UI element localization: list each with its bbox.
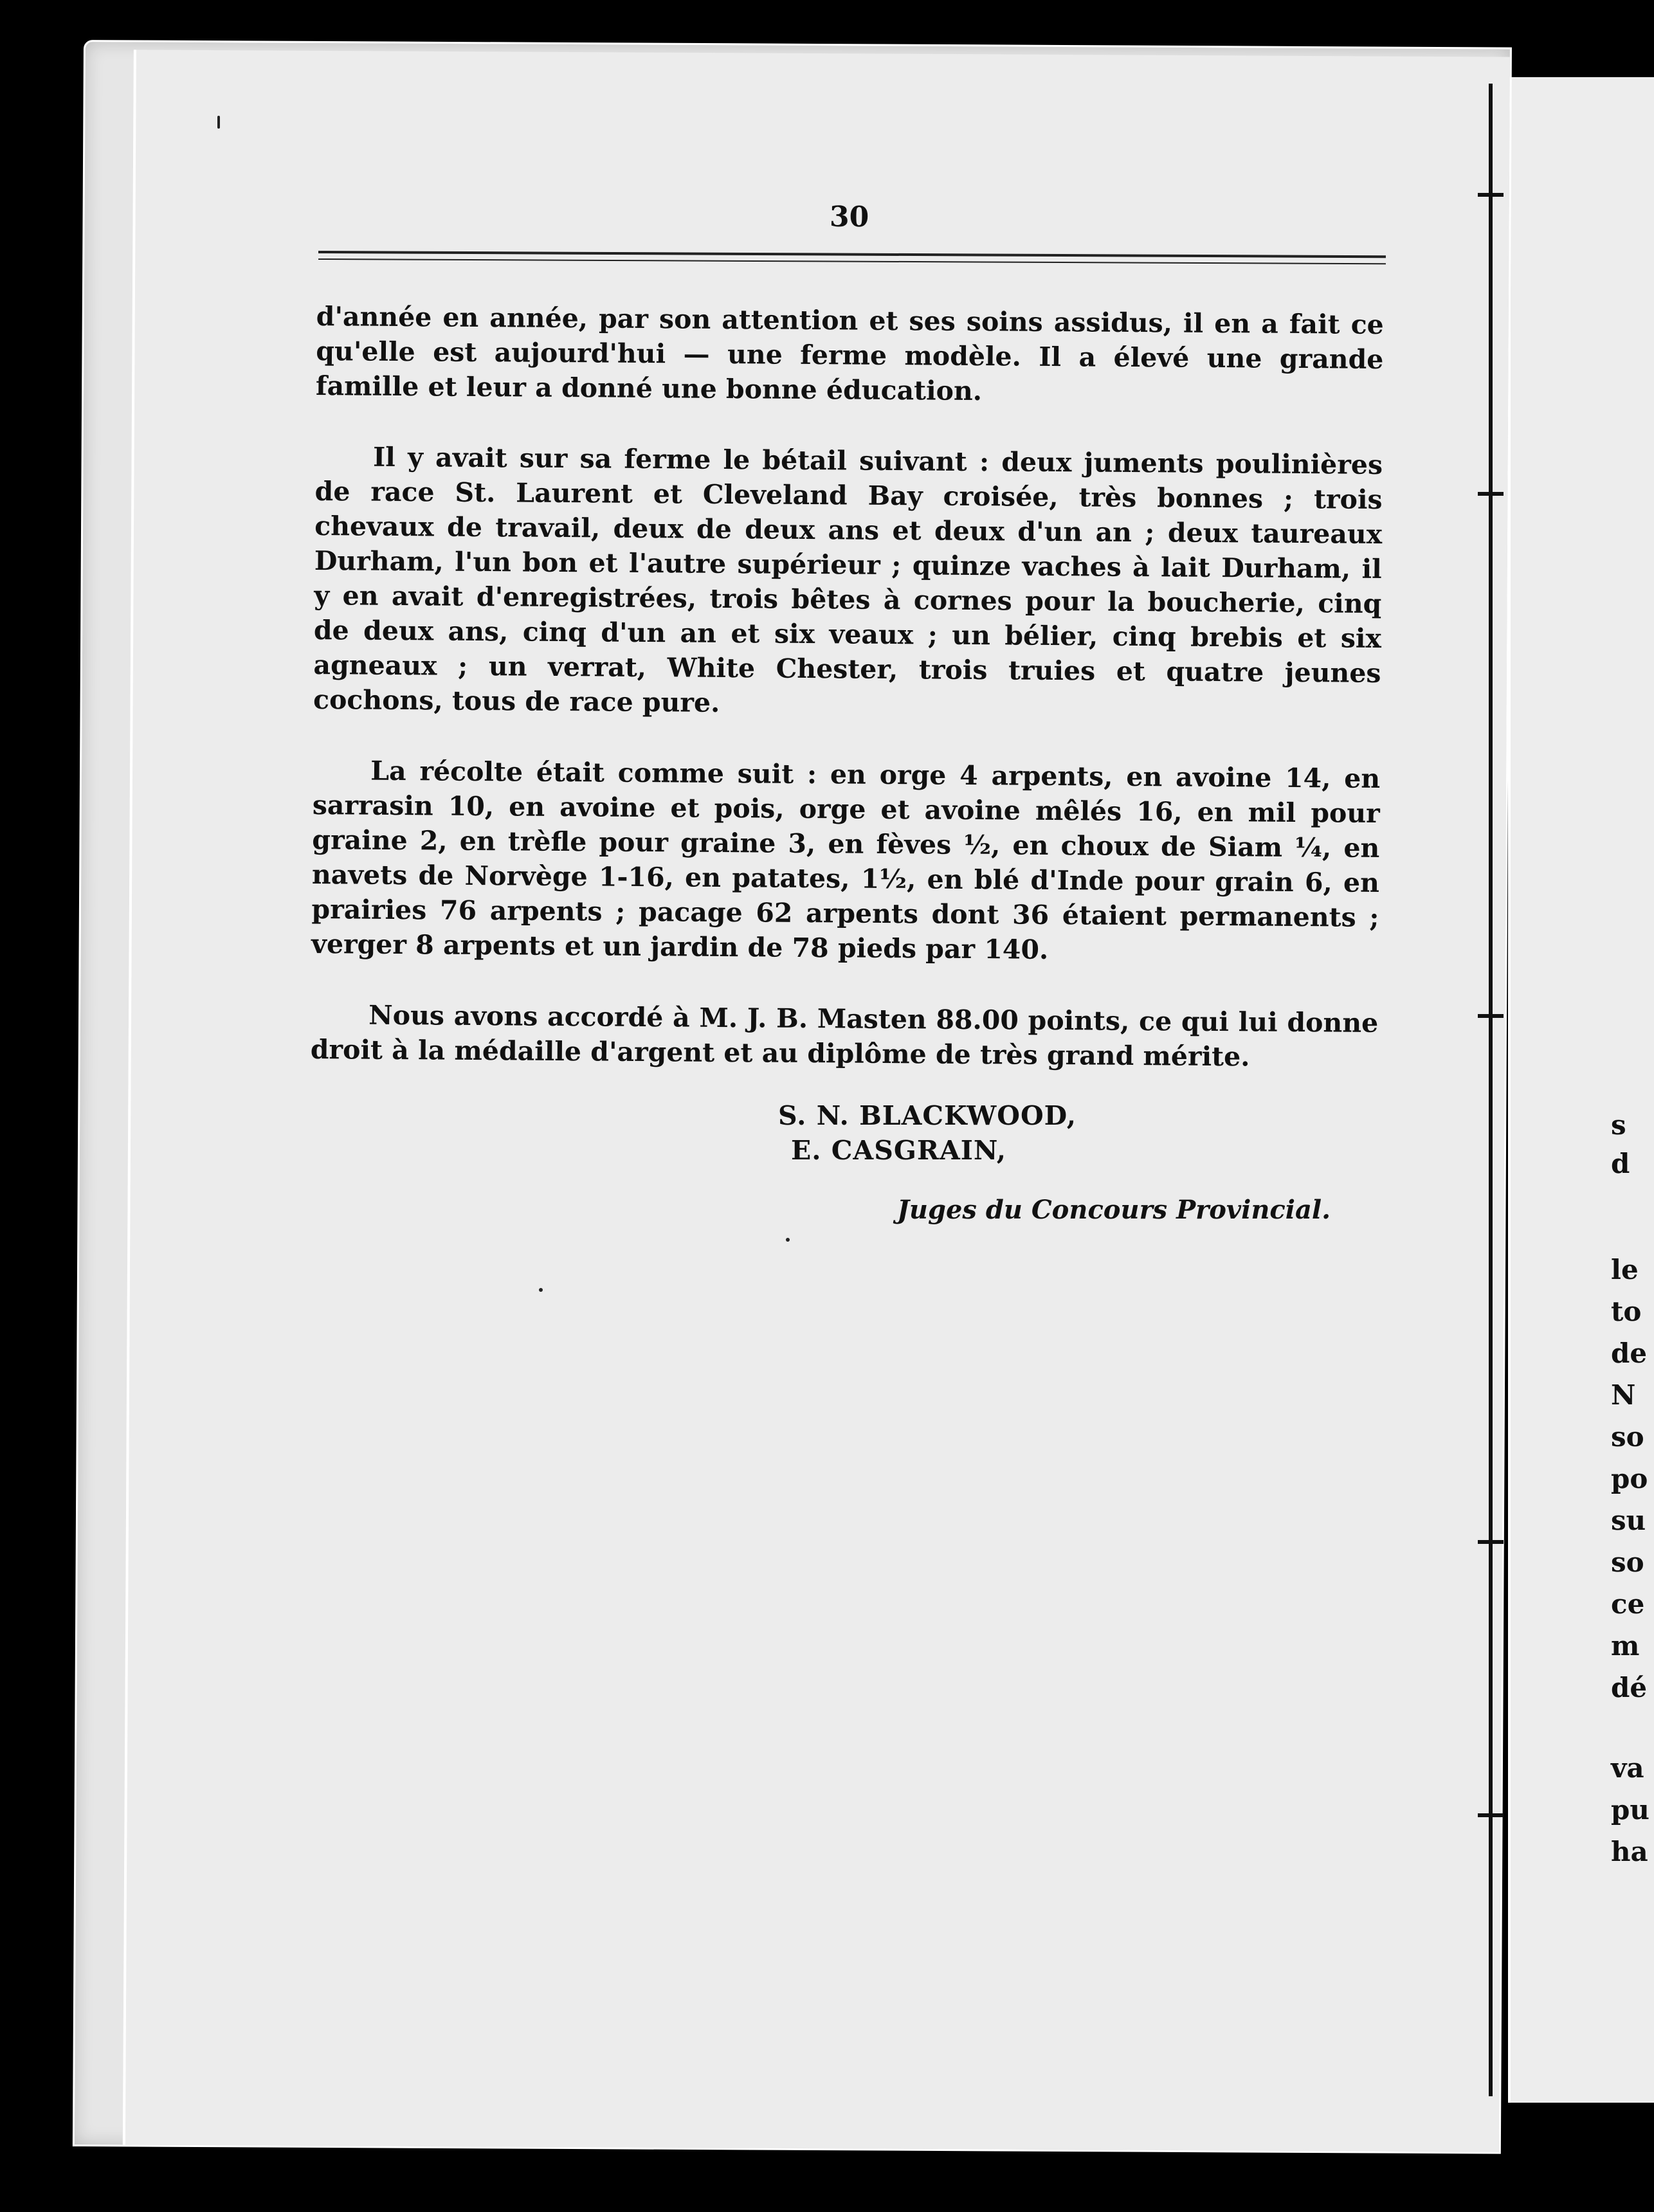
scan-speck (786, 1238, 790, 1242)
adjacent-fragment: va (1611, 1752, 1644, 1784)
paragraph-3: La récolte était comme suit : en orge 4 arpents, en avoine 14, en sarrasin 10, en avoine et pois, orge et avoine mêlés 16, en mil pour graine 2, en trèfle pour graine 3, en fèves ½, en choux de Siam ¼, en navets de Norvège 1-16, en patates, 1½, en blé d'Inde pour grain 6, en prairies 76 arpents ; pacage 62 arpents dont 36 étaient permanents ; verger 8 arpents et un jardin de 78 pieds par 140. (311, 755, 1381, 965)
scan-speck (539, 1288, 543, 1292)
adjacent-fragment: ha (1611, 1836, 1648, 1867)
adjacent-fragment: so (1611, 1421, 1644, 1453)
signature-casgrain: E. CASGRAIN, (791, 1135, 1007, 1166)
binding-stitch (1478, 193, 1504, 197)
binding-stitch (1478, 1540, 1504, 1544)
adjacent-fragment: su (1611, 1505, 1646, 1536)
body-text (310, 299, 1384, 1111)
scan-speck (217, 116, 220, 129)
adjacent-fragment: de (1611, 1337, 1648, 1369)
adjacent-fragment: le (1611, 1254, 1639, 1285)
binding-spine (1489, 84, 1493, 2096)
adjacent-fragment: pu (1611, 1794, 1649, 1826)
adjacent-fragment: N (1611, 1379, 1636, 1411)
adjacent-fragment: po (1611, 1463, 1648, 1494)
adjacent-fragment: m (1611, 1630, 1640, 1662)
binding-stitch (1478, 492, 1504, 496)
binding-stitch (1478, 1813, 1504, 1817)
paragraph-2: Il y avait sur sa ferme le bétail suivant : deux juments poulinières de race St. Laurent et Cleveland Bay croisée, très bonnes ; trois chevaux de travail, deux de deux ans et deux d'un an ; deux taureaux Durham, l'un bon et l'autre supérieur ; quinze vaches à lait Durham, il y en avait d'enregistrées, trois bêtes à cornes pour la boucherie, cinq de deux ans, cinq d'un an et six veaux ; un bélier, cinq brebis et six agneaux ; un verrat, White Chester, trois truies et quatre jeunes cochons, tous de race pure. (313, 441, 1383, 718)
adjacent-fragment: s (1611, 1109, 1626, 1141)
adjacent-fragment: dé (1611, 1672, 1648, 1703)
adjacent-fragment: d (1611, 1148, 1630, 1179)
binding-stitch (1478, 1014, 1504, 1018)
signature-blackwood: S. N. BLACKWOOD, (778, 1100, 1077, 1131)
signature-block (778, 1098, 1077, 1168)
adjacent-fragment: ce (1611, 1588, 1645, 1620)
paragraph-4: Nous avons accordé à M. J. B. Masten 88.00 points, ce qui lui donne droit à la médaille d'argent et au diplôme de très grand mérite. (310, 999, 1379, 1073)
page-number: 30 (829, 200, 869, 234)
adjacent-fragment: to (1611, 1296, 1642, 1327)
paragraph-1: d'année en année, par son attention et ses soins assidus, il en a fait ce qu'elle est aujourd'hui — une ferme modèle. Il a élevé une grande famille et leur a donné une bonne éducation. (315, 300, 1384, 407)
adjacent-fragment: so (1611, 1546, 1644, 1578)
judges-title: Juges du Concours Provincial. (897, 1195, 1331, 1225)
